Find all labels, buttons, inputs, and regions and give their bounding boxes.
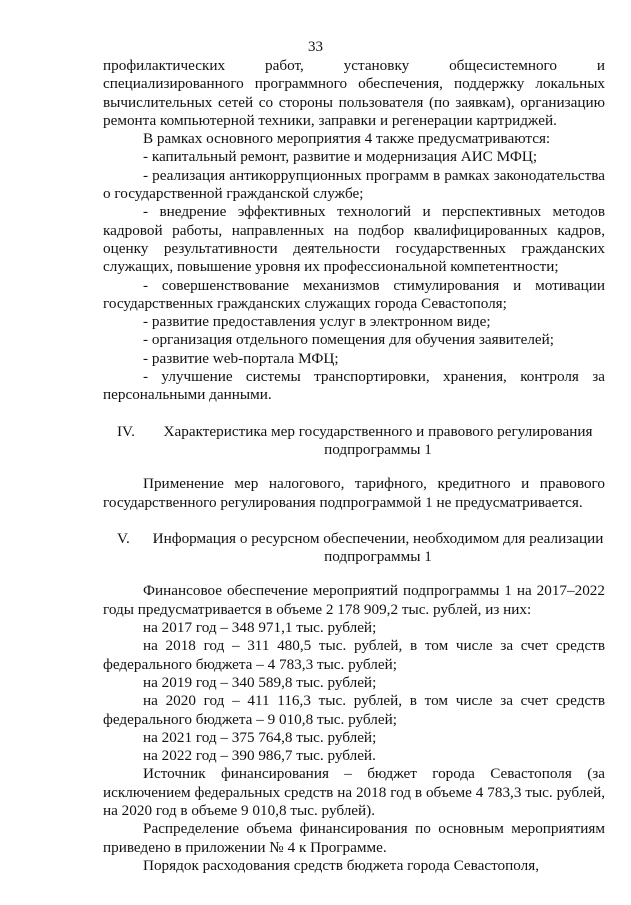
paragraph-measures-intro: В рамках основного мероприятия 4 также предусматриваются: (143, 130, 551, 148)
section-4-numeral: IV. (117, 422, 135, 440)
section-5-heading (103, 530, 605, 567)
funding-distribution: Распределение объема финансирования по основным мероприятиям приведено в приложении № 4 к Программе. (103, 820, 605, 856)
paragraph-continuation: профилактических работ, установку общесистемного и специализированного программного обеспечения, поддержку локальных вычислительных сетей со стороны пользователя (по заявкам), организацию ремонта компьютерной техники, заправки и регенерации картриджей. (103, 57, 605, 129)
list-item-web-portal: - развитие web-портала МФЦ; (143, 349, 339, 367)
list-item-hr-technologies: - внедрение эффективных технологий и перспективных методов кадровой работы, направленных на подбор квалифицированных кадров, оценку результативности деятельности государственных гражданских служащих, повышение уровня их профессиональной компетентности; (103, 203, 605, 276)
section-4-title-line2: подпрограммы 1 (324, 440, 432, 458)
spacer (103, 459, 605, 475)
section-4-title (151, 423, 605, 460)
funding-procedure: Порядок расходования средств бюджета города Севастополя, (143, 856, 540, 874)
funding-intro: Финансовое обеспечение мероприятий подпрограммы 1 на 2017–2022 годы предусматривается в объеме 2 178 909,2 тыс. рублей, из них: (103, 582, 605, 618)
funding-2018: на 2018 год – 311 480,5 тыс. рублей, в том числе за счет средств федерального бюджета – 4 783,3 тыс. рублей; (103, 637, 605, 673)
list-item-anticorruption: - реализация антикоррупционных программ в рамках законодательства о государственной гражданской службе; (103, 166, 605, 203)
section-5-title-line1: Информация о ресурсном обеспечении, необходимом для реализации (152, 529, 604, 547)
spacer (103, 512, 605, 530)
list-item-motivation: - совершенствование механизмов стимулирования и мотивации государственных гражданских служащих города Севастополя; (103, 276, 605, 312)
section-5-title (151, 530, 605, 567)
list-item-electronic-services: - развитие предоставления услуг в электронном виде; (143, 313, 491, 331)
funding-2017: на 2017 год – 348 971,1 тыс. рублей; (143, 619, 377, 637)
list-item-personal-data: - улучшение системы транспортировки, хранения, контроля за персональными данными. (103, 368, 605, 404)
section-4-heading (103, 423, 605, 460)
list-item-ais-mfc: - капитальный ремонт, развитие и модернизация АИС МФЦ; (143, 148, 538, 166)
funding-2022: на 2022 год – 390 986,7 тыс. рублей. (143, 747, 376, 765)
funding-2020: на 2020 год – 411 116,3 тыс. рублей, в том числе за счет средств федерального бюджета – 9 010,8 тыс. рублей; (103, 692, 605, 728)
funding-source: Источник финансирования – бюджет города Севастополя (за исключением федеральных средств на 2018 год в объеме 4 783,3 тыс. рублей, на 2020 год в объеме 9 010,8 тыс. рублей). (103, 765, 605, 819)
page-content (103, 57, 605, 875)
section-4-body: Применение мер налогового, тарифного, кредитного и правового государственного регулирования подпрограммой 1 не предусматривается. (103, 475, 605, 511)
list-item-training-room: - организация отдельного помещения для обучения заявителей; (143, 331, 554, 349)
section-5-title-line2: подпрограммы 1 (324, 548, 432, 566)
spacer (103, 405, 605, 423)
funding-2019: на 2019 год – 340 589,8 тыс. рублей; (143, 673, 377, 691)
funding-2021: на 2021 год – 375 764,8 тыс. рублей; (143, 728, 377, 746)
section-4-title-line1: Характеристика мер государственного и правового регулирования (163, 422, 593, 440)
spacer (103, 566, 605, 582)
page-number: 33 (308, 39, 323, 55)
section-5-numeral: V. (117, 529, 130, 547)
